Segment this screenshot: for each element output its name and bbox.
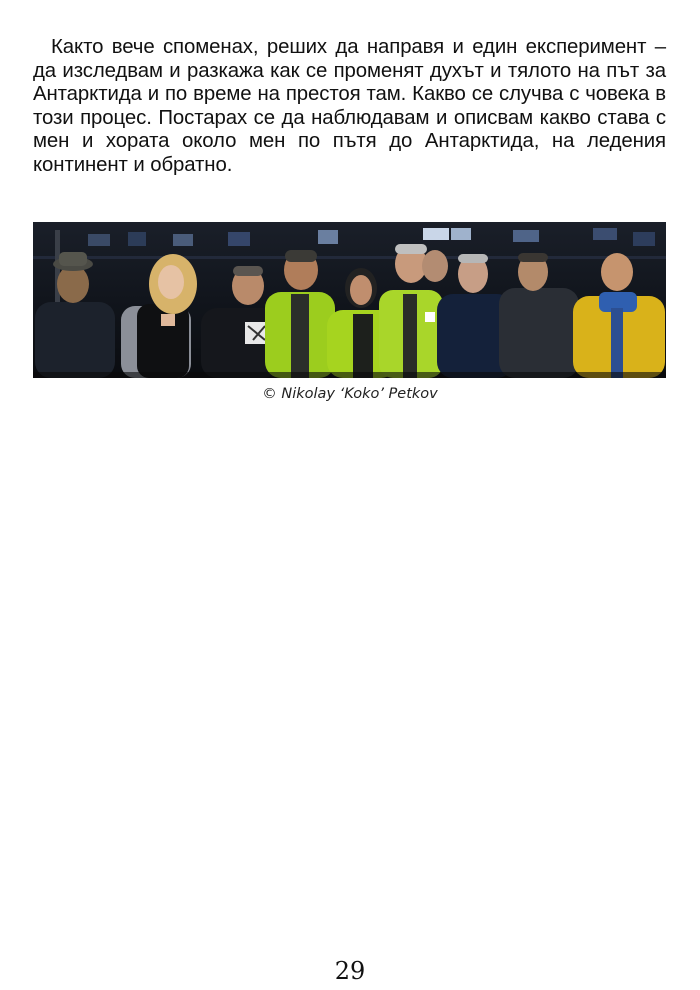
group-photo-illustration [33,222,666,378]
photo-caption: © Nikolay ‘Koko’ Petkov [262,386,438,402]
page-number: 29 [334,957,366,985]
body-paragraph: Както вече споменах, реших да направя и един експеримент – да изследвам и разкажа как се променят духът и тялото на път за Антарктида и по време на престоя там. Какво се случва с човека в този процес. Постарах се да наблюдавам и описвам какво става с мен и хората около мен по пътя до Антарктида, на ледения континент и обратно. [33,36,666,176]
group-photo [33,222,666,378]
